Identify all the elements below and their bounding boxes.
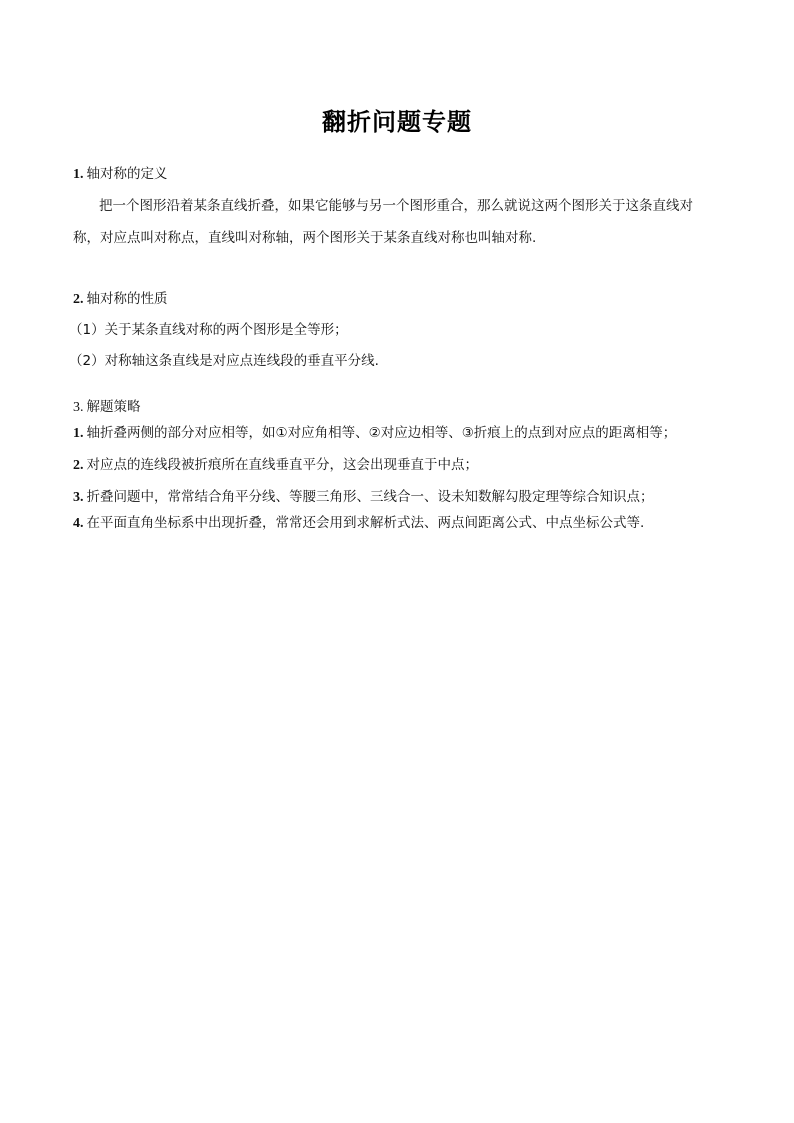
section-3-heading [73, 398, 141, 417]
strategy-item-text: 轴折叠两侧的部分对应相等，如①对应角相等、②对应边相等、③折痕上的点到对应点的距离相等； [86, 425, 677, 441]
strategy-item-1 [73, 424, 676, 443]
strategy-item-text: 在平面直角坐标系中出现折叠，常常还会用到求解析式法、两点间距离公式、中点坐标公式等. [86, 515, 645, 531]
strategy-item-2 [73, 456, 478, 475]
section-1-heading [73, 165, 168, 184]
section-2-title: 轴对称的性质 [86, 291, 168, 307]
section-3-title: 解题策略 [86, 399, 141, 415]
strategy-item-text: 折叠问题中，常常结合角平分线、等腰三角形、三线合一、设未知数解勾股定理等综合知识点； [86, 489, 654, 505]
section-2-heading [73, 290, 168, 309]
section-1-number: 1. [73, 167, 84, 182]
strategy-item-number: 3. [73, 490, 84, 505]
strategy-item-number: 4. [73, 516, 84, 531]
strategy-item-number: 1. [73, 426, 84, 441]
section-2-number: 2. [73, 292, 84, 307]
section-1-title: 轴对称的定义 [86, 166, 168, 182]
page-title: 翻折问题专题 [322, 108, 472, 136]
section-2-item: （2）对称轴这条直线是对应点连线段的垂直平分线. [69, 353, 379, 369]
section-2-item: （1）关于某条直线对称的两个图形是全等形； [69, 322, 348, 338]
strategy-item-number: 2. [73, 458, 84, 473]
strategy-item-3 [73, 488, 654, 507]
strategy-item-text: 对应点的连线段被折痕所在直线垂直平分，这会出现垂直于中点； [86, 457, 478, 473]
section-1-paragraph-line-2: 称，对应点叫对称点，直线叫对称轴，两个图形关于某条直线对称也叫轴对称. [73, 230, 537, 246]
section-3-number: 3. [73, 400, 84, 415]
strategy-item-4 [73, 514, 644, 533]
section-1-paragraph-line-1: 把一个图形沿着某条直线折叠，如果它能够与另一个图形重合，那么就说这两个图形关于这条直线对 [99, 198, 693, 214]
